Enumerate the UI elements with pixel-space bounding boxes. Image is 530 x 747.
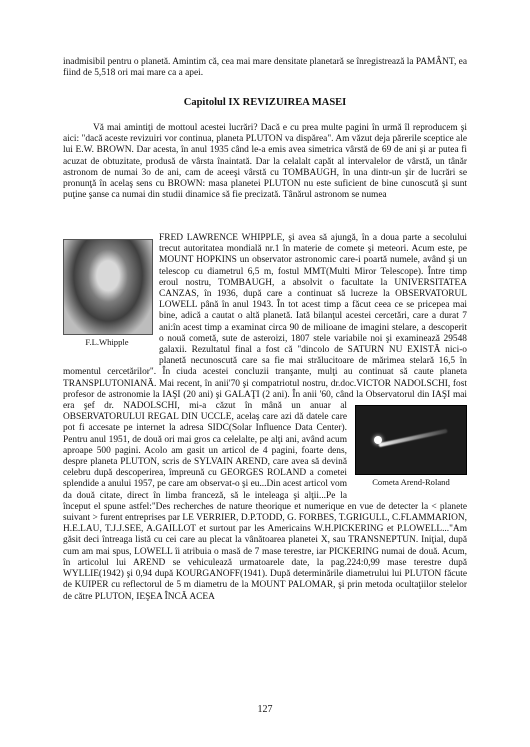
paragraph-2b: NADOLSCHI, mi-a căzut în mână un anuar al OBSERVATORULUI REGAL DIN UCCLE, acelaş care azi dă datele care pot fi accesate pe internet la adresa SIDC(Solar Influence Data Center). Pentru anul 1951, de două ori mai gros ca celelalte, pe alţi ani, având acum aproape 500 pagini. Acolo am gasit un articol de 4 pagini, foarte dens, despre planeta PLUTON, scris de SYLVAIN AREND, care avea să devină celebru după descoperirea, împreună cu GEORGES ROLAND a cometei splendide a anului 1957, pe care am observat-o şi eu...Din acest articol vom da două citate, direct în limba franceză, să le inteleaga şi alţii...Pe la început el spune astfel:"Des recherches de nature theorique et numerique en vue de detecter la < planete suivant > furent entreprises par LE VERRIER, D.P.TODD, G. FORBES, T.GRIGULL, C.FLAMMARION, H.E.LAU, T.J.J.SEE, A.GAILLOT et surtout par les Americains W.H.PICKERING et P.LOWELL..."Am găsit deci întreaga listă cu cei care au plecat la vânătoarea planetei X, sau TRANSNEPTUN. Iniţial, după cum am mai spus, LOWELL îi atribuia o masă de 7 mase terestre, iar PICKERING numai de două. Acum, în articolul lui AREND se vehiculează urmatoarele date, la pag.224:0,99 mase terestre după WYLLIE(1942) şi 0,94 după KOURGANOFF(1941). După determinările diametrului lui PLUTON făcute de KUIPER cu reflectorul de 5 m diametru de la MOUNT PALOMAR, şi prin metoda ocultaţiilor stelelor de către PLUTON, IEŞEA ÎNCĂ ACEA bbox=[63, 401, 467, 602]
paragraph-2a: FRED LAWRENCE WHIPPLE, şi avea să ajungă, în a doua parte a secolului trecut autoritatea mondială nr.1 în materie de comete şi meteori. Acum este, pe MOUNT HOPKINS un observator astronomic care-i poartă numele, având şi un telescop cu diametrul 6,5 m, fostul MMT(Multi Miror Telescope). Între timp eroul nostru, TOMBAUGH, a absolvit o facultate la UNIVERSITATEA CANZAS, în 1936, după care a continuat să lucreze la OBSERVATORUL LOWELL până în anul 1943. În tot acest timp a făcut ceea ce se pricepea mai bine, adică a cautat o altă planetă. Iată bilanţul acestei cercetări, care a durat 7 ani:în acest timp a examinat circa 90 de milioane de imagini stelare, a descoperit o nouă cometă, sute de asteroizi, 1807 stele variabile noi şi examineazǎ 29548 galaxii. Rezultatul final a fost că "dincolo de SATURN NU EXISTĂ nici-o planetă necunoscută care sa fie mai strălucitoare de mărimea stelară 16,5 în momentul cercetărilor". În ciuda acestei concluzii tranşante, mulţi au continuat să caute planeta TRANSPLUTONIANĂ. Mai recent, în anii'70 şi compatriotul nostru, dr.doc.VICTOR NADOLSCHI, fost profesor de astronomie la IAŞI (20 ani) şi GALAŢI (2 ani). În anii '60, când la Observatorul din IAŞI mai era şef dr. bbox=[63, 233, 467, 412]
intro-paragraph: inadmisibil pentru o planetă. Amintim că, cea mai mare densitate planetară se înregistrează la PAMÂNT, ea fiind de 5,518 ori mai mare ca a apei. bbox=[63, 57, 467, 79]
comet-caption: Cometa Arend-Roland bbox=[372, 477, 450, 488]
comet-photo bbox=[355, 405, 467, 491]
page-number: 127 bbox=[257, 704, 273, 715]
paragraph-1: Vă mai amintiţi de mottoul acestei lucrări? Dacă e cu prea multe pagini în urmă îl reproducem şi aici: "dacă aceste revizuiri vor continua, planeta PLUTON va dispărea". Am văzut deja părerile sceptice ale lui E.W. BROWN. Dar acesta, în anul 1935 când le-a emis avea simetrica vârstă de 69 de ani şi ar putea fi acuzat de obtuzitate, produsă de vârsta înaintată. Dar la celalalt capăt al intervalelor de vârstă, un tânăr astronom de numai 3o de ani, cam de aceeşi vârstă cu TOMBAUGH, în una dintr-un şir de lucrări se pronunţă în acelaş sens cu BROWN: masa planetei PLUTON nu este suficient de bine cunoscută şi sunt puţine şanse ca numai din studii dinamice să fie precizată. Tânărul astronom se numea bbox=[63, 123, 467, 201]
comet-photo-icon bbox=[355, 405, 467, 475]
whipple-photo bbox=[63, 239, 151, 357]
wrapped-text-area bbox=[63, 233, 467, 603]
chapter-title: Capitolul IX REVIZUIREA MASEI bbox=[183, 97, 347, 108]
portrait-photo-icon bbox=[63, 239, 153, 335]
photo-caption: F.L.Whipple bbox=[85, 337, 129, 347]
